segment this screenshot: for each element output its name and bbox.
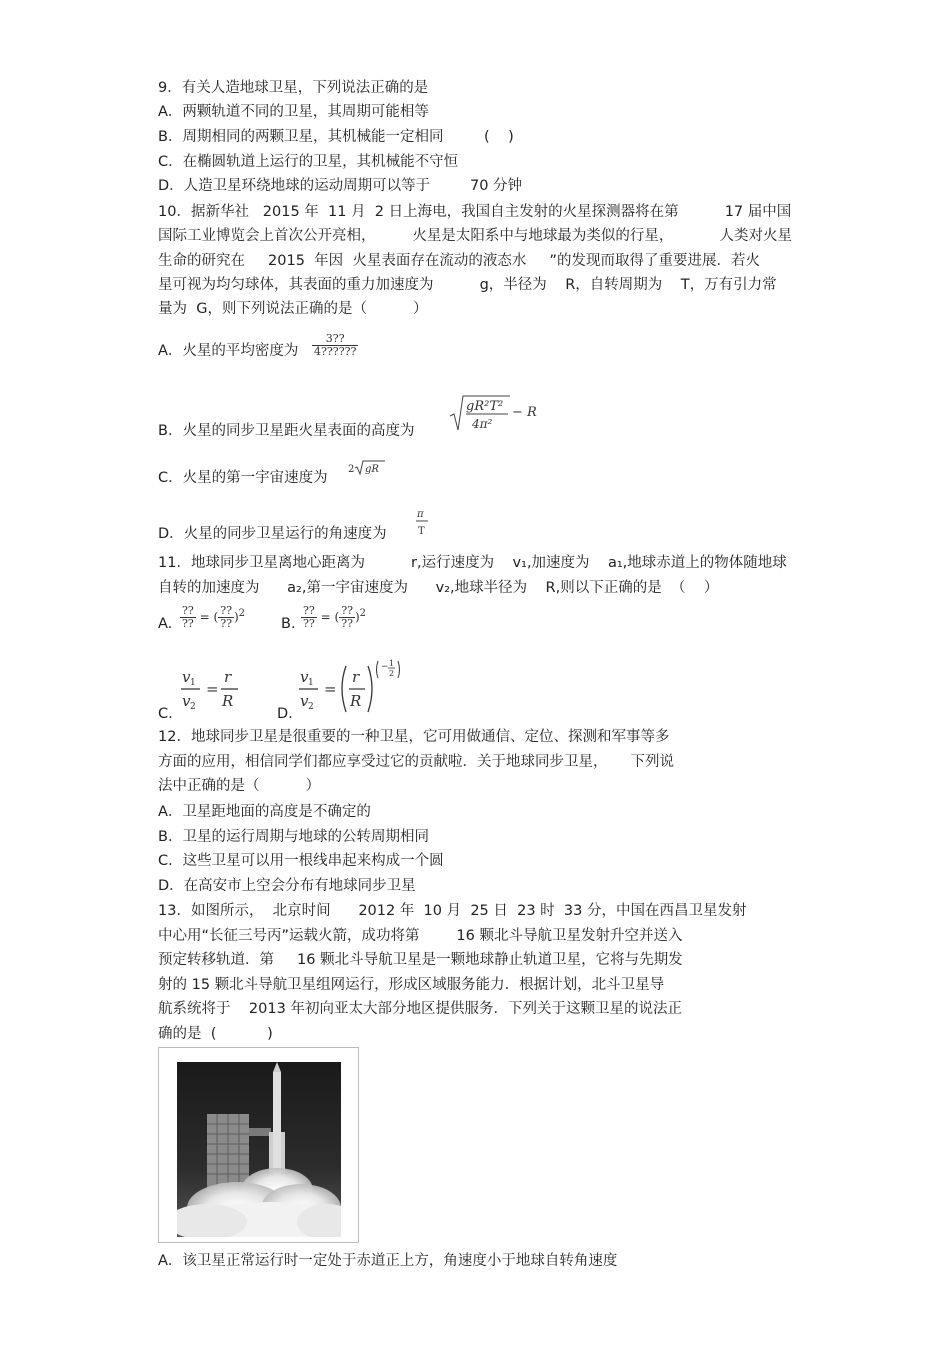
svg-text:2: 2 [308, 702, 314, 712]
svg-text:v: v [300, 692, 309, 710]
svg-text:−: − [381, 662, 389, 672]
fraction-numerator: ?? [220, 604, 232, 617]
svg-text:R: R [350, 692, 362, 710]
q10-option-a-fraction [312, 333, 358, 358]
q10-line-5: 量为 G，则下列说法正确的是（ ） [158, 301, 428, 317]
svg-text:r: r [224, 668, 232, 686]
q11-option-d-formula-image [298, 658, 408, 714]
svg-text:4π²: 4π² [472, 417, 493, 431]
q10-line-1: 10．据新华社 2015 年 11 月 2 日上海电，我国自主发射的火星探测器将在第 17 届中国 [158, 204, 792, 220]
equals-sign: = ( [320, 610, 340, 624]
svg-text:v: v [300, 668, 309, 686]
svg-text:T: T [418, 526, 425, 537]
q9-option-b: B．周期相同的两颗卫星，其机械能一定相同 [158, 129, 444, 145]
q13-line-5: 航系统将于 2013 年初向亚太大部分地区提供服务．下列关于这颗卫星的说法正 [158, 1001, 682, 1017]
q9-stem: 9．有关人造地球卫星，下列说法正确的是 [158, 80, 429, 96]
q10-option-d-formula-image [414, 506, 430, 538]
svg-text:2: 2 [348, 464, 355, 475]
exponent: 2 [359, 608, 367, 619]
q10-option-b-formula-image [446, 392, 546, 434]
q10-line-2: 国际工业博览会上首次公开亮相， 火星是太阳系中与地球最为类似的行星， 人类对火星 [158, 228, 792, 244]
q13-line-4: 射的 15 颗北斗导航卫星组网运行，形成区域服务能力．根据计划，北斗卫星导 [158, 977, 665, 993]
svg-text:2: 2 [190, 702, 196, 712]
q9-option-a: A．两颗轨道不同的卫星，其周期可能相等 [158, 104, 429, 120]
svg-text:gR²T²: gR²T² [466, 399, 504, 414]
svg-text:=: = [206, 680, 219, 698]
svg-text:π: π [417, 509, 424, 520]
q10-option-b: B．火星的同步卫星距火星表面的高度为 [158, 423, 415, 439]
q11-option-d-label: D. [277, 706, 293, 722]
fraction-denominator: 4?????? [314, 345, 357, 358]
q12-line-2: 方面的应用，相信同学们都应享受过它的贡献啦．关于地球同步卫星， 下列说 [158, 754, 675, 770]
svg-text:v: v [182, 668, 191, 686]
q11-option-a-label: A. [158, 616, 173, 632]
svg-text:1: 1 [190, 678, 196, 688]
close-paren: ) [233, 610, 239, 624]
svg-text:gR: gR [365, 464, 379, 475]
q13-line-3: 预定转移轨道．第 16 颗北斗导航卫星是一颗地球静止轨道卫星，它将与先期发 [158, 952, 683, 968]
q13-option-a: A．该卫星正常运行时一定处于赤道正上方，角速度小于地球自转角速度 [158, 1253, 618, 1269]
fraction-denominator: ?? [220, 617, 232, 630]
q10-option-a: A．火星的平均密度为 [158, 343, 299, 359]
rocket-launch-photo [177, 1062, 341, 1237]
q9-answer-paren: ( ) [484, 129, 514, 145]
q9-option-c: C．在椭圆轨道上运行的卫星，其机械能不守恒 [158, 154, 459, 170]
close-paren: ) [354, 610, 360, 624]
q12-line-3: 法中正确的是（ ） [158, 778, 321, 794]
q10-option-c-formula-image [347, 458, 387, 478]
q12-option-b: B．卫星的运行周期与地球的公转周期相同 [158, 829, 429, 845]
fraction-denominator: ?? [182, 617, 194, 630]
svg-text:− R: − R [512, 405, 537, 420]
q11-line-1: 11．地球同步卫星离地心距离为 r,运行速度为 v₁,加速度为 a₁,地球赤道上的物体随地球 [158, 555, 787, 571]
q11-option-c-formula-image [180, 664, 242, 712]
fraction-numerator: ?? [182, 604, 194, 617]
svg-text:v: v [182, 692, 191, 710]
q10-option-d: D．火星的同步卫星运行的角速度为 [158, 526, 387, 542]
q11-option-b-formula [301, 605, 366, 630]
q13-line-1: 13．如图所示， 北京时间 2012 年 10 月 25 日 23 时 33 分，中国在西昌卫星发射 [158, 903, 747, 919]
svg-text:=: = [324, 680, 337, 698]
equals-sign: = ( [199, 610, 219, 624]
rocket-launch-photo-frame [158, 1047, 359, 1243]
exponent: 2 [238, 608, 246, 619]
fraction-denominator: ?? [341, 617, 353, 630]
q11-option-c-label: C. [158, 706, 173, 722]
fraction-numerator: ?? [341, 604, 353, 617]
fraction-denominator: ?? [303, 617, 315, 630]
fraction-numerator: ?? [303, 604, 315, 617]
svg-text:r: r [352, 668, 360, 686]
q13-line-2: 中心用“长征三号丙”运载火箭，成功将第 16 颗北斗导航卫星发射升空并送入 [158, 928, 683, 944]
q9-option-d-tail: 70 分钟 [470, 178, 523, 194]
q11-option-b-label: B. [281, 616, 296, 632]
q12-option-a: A．卫星距地面的高度是不确定的 [158, 804, 371, 820]
fraction-numerator: 3?? [325, 332, 345, 345]
svg-text:1: 1 [389, 659, 395, 668]
q12-option-d: D．在高安市上空会分布有地球同步卫星 [158, 878, 416, 894]
q9-option-d: D．人造卫星环绕地球的运动周期可以等于 [158, 178, 431, 194]
q10-line-4: 星可视为均匀球体，其表面的重力加速度为 g，半径为 R，自转周期为 T，万有引力常 [158, 277, 777, 293]
svg-text:R: R [222, 692, 234, 710]
q13-line-6: 确的是 ( ) [158, 1026, 273, 1042]
q11-line-2: 自转的加速度为 a₂,第一宇宙速度为 v₂,地球半径为 R,则以下正确的是 （ ） [158, 580, 719, 596]
svg-text:2: 2 [389, 669, 395, 678]
q12-line-1: 12．地球同步卫星是很重要的一种卫星，它可用做通信、定位、探测和军事等多 [158, 729, 670, 745]
q10-line-3: 生命的研究在 2015 年因 火星表面存在流动的液态水 ”的发现而取得了重要进展．若火 [158, 253, 760, 269]
svg-text:1: 1 [308, 678, 314, 688]
q10-option-c: C．火星的第一宇宙速度为 [158, 470, 328, 486]
q11-option-a-formula [180, 605, 245, 630]
q12-option-c: C．这些卫星可以用一根线串起来构成一个圆 [158, 853, 444, 869]
